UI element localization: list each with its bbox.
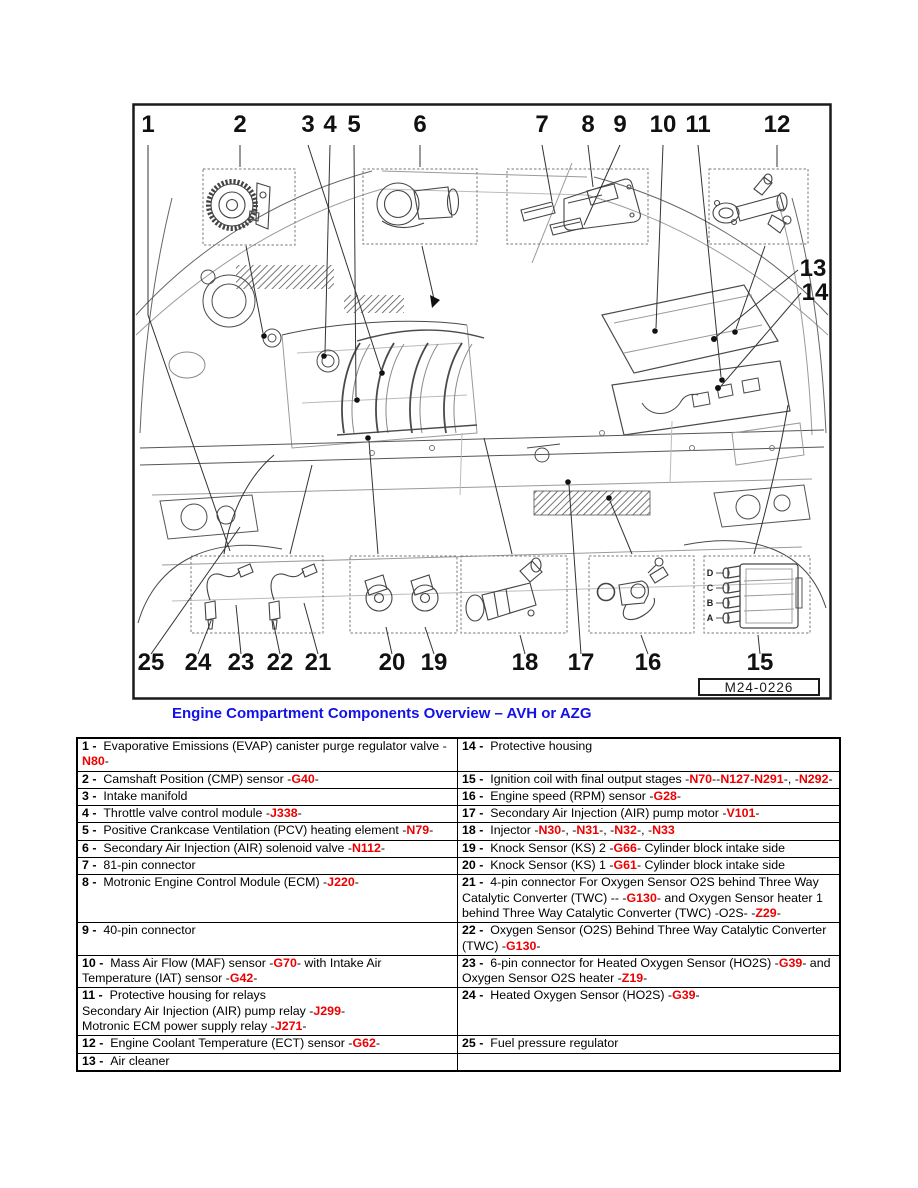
part-code: Z19: [621, 971, 644, 986]
item-number: 16 -: [462, 788, 484, 803]
table-cell-item-21: 21 - 4-pin connector For Oxygen Sensor O2S behind Three Way Catalytic Converter (TWC) -- -G130- and Oxygen Sensor heater 1 behind Three Way Catalytic Converter (TWC) -O2S- -Z29-: [458, 875, 841, 923]
item-number: 9 -: [82, 923, 97, 938]
inset-camshaft-sensor: [209, 182, 271, 230]
table-cell-item-9: 9 - 40-pin connector: [77, 923, 458, 956]
table-cell-item-18: 18 - Injector -N30-, -N31-, -N32-, -N33: [458, 823, 841, 840]
part-code: N70: [689, 771, 713, 786]
item-number: 3 -: [82, 788, 97, 803]
diagram-callout-6: 6: [413, 111, 427, 138]
table-row: [77, 923, 840, 956]
table-cell-item-22: 22 - Oxygen Sensor (O2S) Behind Three Way Catalytic Converter (TWC) -G130-: [458, 923, 841, 956]
inset-coolant-flange: [713, 174, 791, 233]
table-row: [77, 988, 840, 1036]
item-number: 24 -: [462, 988, 484, 1003]
table-cell-item-3: 3 - Intake manifold: [77, 788, 458, 805]
item-number: 19 -: [462, 840, 484, 855]
part-code: N33: [652, 823, 675, 838]
item-number: 25 -: [462, 1036, 484, 1051]
table-row: [77, 738, 840, 771]
diagram-callout-7: 7: [535, 111, 549, 138]
item-number: 21 -: [462, 875, 484, 890]
inset-knock-sensors: [365, 575, 438, 611]
part-code: J338: [270, 806, 298, 821]
diagram-callout-5: 5: [347, 111, 361, 138]
item-number: 4 -: [82, 806, 97, 821]
part-code: N32: [614, 823, 637, 838]
diagram-callout-20: 20: [378, 649, 406, 676]
table-cell-item-14: 14 - Protective housing: [458, 738, 841, 771]
item-number: 14 -: [462, 739, 484, 753]
table-cell-item-17: 17 - Secondary Air Injection (AIR) pump motor -V101-: [458, 806, 841, 823]
inset-oxygen-sensors: [205, 564, 317, 629]
item-number: 8 -: [82, 875, 97, 890]
table-row: [77, 823, 840, 840]
engine-bay-art: [136, 163, 828, 435]
part-code: G61: [613, 858, 637, 873]
part-code: N31: [576, 823, 600, 838]
item-number: 5 -: [82, 823, 97, 838]
page-title: Engine Compartment Components Overview – AVH or AZG: [172, 705, 592, 722]
item-number: 13 -: [82, 1053, 104, 1068]
table-cell-item-23: 23 - 6-pin connector for Heated Oxygen Sensor (HO2S) -G39- and Oxygen Sensor O2S heater -Z19-: [458, 955, 841, 988]
diagram-callout-18: 18: [511, 649, 539, 676]
inset-ignition-coil: [716, 564, 802, 628]
item-number: 2 -: [82, 771, 97, 786]
components-table: [76, 737, 841, 1072]
coil-terminal-A: A: [706, 613, 714, 623]
item-number: 23 -: [462, 955, 484, 970]
part-code: V101: [726, 806, 756, 821]
diagram-callout-10: 10: [649, 111, 677, 138]
part-code: G42: [229, 971, 254, 986]
table-row: [77, 858, 840, 875]
part-code: J220: [327, 875, 355, 890]
table-row: [77, 1036, 840, 1053]
part-code: G62: [352, 1036, 376, 1051]
table-row: [77, 788, 840, 805]
table-cell-item-4: 4 - Throttle valve control module -J338-: [77, 806, 458, 823]
part-code: N291: [754, 771, 784, 786]
table-cell-item-6: 6 - Secondary Air Injection (AIR) solenoid valve -N112-: [77, 840, 458, 857]
table-cell-item-1: 1 - Evaporative Emissions (EVAP) canister purge regulator valve -N80-: [77, 738, 458, 771]
item-number: 12 -: [82, 1036, 104, 1051]
diagram-callout-8: 8: [581, 111, 595, 138]
diagram-callout-14: 14: [801, 279, 829, 306]
table-cell-item-13: 13 - Air cleaner: [77, 1053, 458, 1071]
part-code: G40: [291, 771, 315, 786]
engine-compartment-diagram: [132, 103, 832, 700]
coil-terminal-D: D: [706, 568, 714, 578]
table-row: [77, 771, 840, 788]
diagram-callout-9: 9: [613, 111, 627, 138]
diagram-callout-22: 22: [266, 649, 294, 676]
part-code: N80: [82, 754, 105, 769]
table-row: [77, 840, 840, 857]
engine-diagram-art: [132, 103, 832, 700]
table-cell-item-8: 8 - Motronic Engine Control Module (ECM) -J220-: [77, 875, 458, 923]
engine-center-art: [138, 270, 826, 623]
table-row: [77, 806, 840, 823]
diagram-callout-11: 11: [685, 111, 711, 138]
diagram-callout-17: 17: [567, 649, 595, 676]
part-code: G130: [506, 938, 537, 953]
part-code: G66: [613, 840, 637, 855]
part-code: G39: [778, 955, 803, 970]
diagram-callout-2: 2: [233, 111, 247, 138]
diagram-callout-13: 13: [799, 255, 827, 282]
coil-terminal-B: B: [706, 598, 714, 608]
grille-hatch: [534, 491, 650, 515]
diagram-callout-25: 25: [137, 649, 165, 676]
table-cell-item-7: 7 - 81-pin connector: [77, 858, 458, 875]
table-cell-item-10: 10 - Mass Air Flow (MAF) sensor -G70- with Intake Air Temperature (IAT) sensor -G42-: [77, 955, 458, 988]
table-cell-item-20: 20 - Knock Sensor (KS) 1 -G61- Cylinder block intake side: [458, 858, 841, 875]
part-code: N30: [538, 823, 562, 838]
table-cell-item-5: 5 - Positive Crankcase Ventilation (PCV) heating element -N79-: [77, 823, 458, 840]
inset-injector: [466, 558, 542, 621]
figure-code-box: M24-0226: [698, 678, 820, 696]
item-number: 11 -: [82, 988, 103, 1003]
part-code: N127: [720, 771, 750, 786]
part-code: J299: [313, 1003, 341, 1018]
part-code: G39: [672, 988, 696, 1003]
diagram-callout-23: 23: [227, 649, 255, 676]
diagram-callout-16: 16: [634, 649, 662, 676]
item-number: 18 -: [462, 823, 484, 838]
part-code: G130: [626, 890, 657, 905]
diagram-callout-24: 24: [184, 649, 212, 676]
table-cell-item-24: 24 - Heated Oxygen Sensor (HO2S) -G39-: [458, 988, 841, 1036]
part-code: Z29: [755, 905, 777, 920]
part-code: N292: [798, 771, 829, 786]
part-code: J271: [274, 1019, 303, 1034]
part-code: G28: [653, 788, 677, 803]
diagram-callout-15: 15: [746, 649, 774, 676]
item-number: 7 -: [82, 858, 97, 873]
diagram-callout-4: 4: [323, 111, 337, 138]
table-cell-item-11: 11 - Protective housing for relays Secondary Air Injection (AIR) pump relay -J299- Motronic ECM power supply relay -J271-: [77, 988, 458, 1036]
part-code: G70: [273, 955, 297, 970]
arrowhead-6: [430, 295, 440, 308]
item-number: 17 -: [462, 806, 484, 821]
part-code: N79: [406, 823, 430, 838]
diagram-callout-1: 1: [141, 111, 155, 138]
diagram-callout-19: 19: [420, 649, 448, 676]
item-number: 10 -: [82, 955, 104, 970]
table-row: [77, 875, 840, 923]
diagram-callout-12: 12: [763, 111, 791, 138]
table-row: [77, 955, 840, 988]
table-row: [77, 1053, 840, 1071]
diagram-callout-21: 21: [304, 649, 332, 676]
item-number: 1 -: [82, 739, 97, 753]
item-number: 20 -: [462, 858, 484, 873]
diagram-callout-3: 3: [301, 111, 315, 138]
part-code: N112: [351, 840, 381, 855]
table-cell-item-12: 12 - Engine Coolant Temperature (ECT) sensor -G62-: [77, 1036, 458, 1053]
coil-terminal-C: C: [706, 583, 714, 593]
table-cell-item-2: 2 - Camshaft Position (CMP) sensor -G40-: [77, 771, 458, 788]
table-cell-item-25: 25 - Fuel pressure regulator: [458, 1036, 841, 1053]
table-cell-item-19: 19 - Knock Sensor (KS) 2 -G66- Cylinder block intake side: [458, 840, 841, 857]
inset-box-frames: [191, 169, 810, 633]
table-cell-item-15: 15 - Ignition coil with final output stages -N70--N127-N291-, -N292-: [458, 771, 841, 788]
hood-insulation-hatch2: [344, 295, 404, 313]
table-cell-item-16: 16 - Engine speed (RPM) sensor -G28-: [458, 788, 841, 805]
item-number: 15 -: [462, 771, 484, 786]
item-number: 22 -: [462, 923, 484, 938]
table-cell-empty: [458, 1053, 841, 1071]
item-number: 6 -: [82, 840, 97, 855]
